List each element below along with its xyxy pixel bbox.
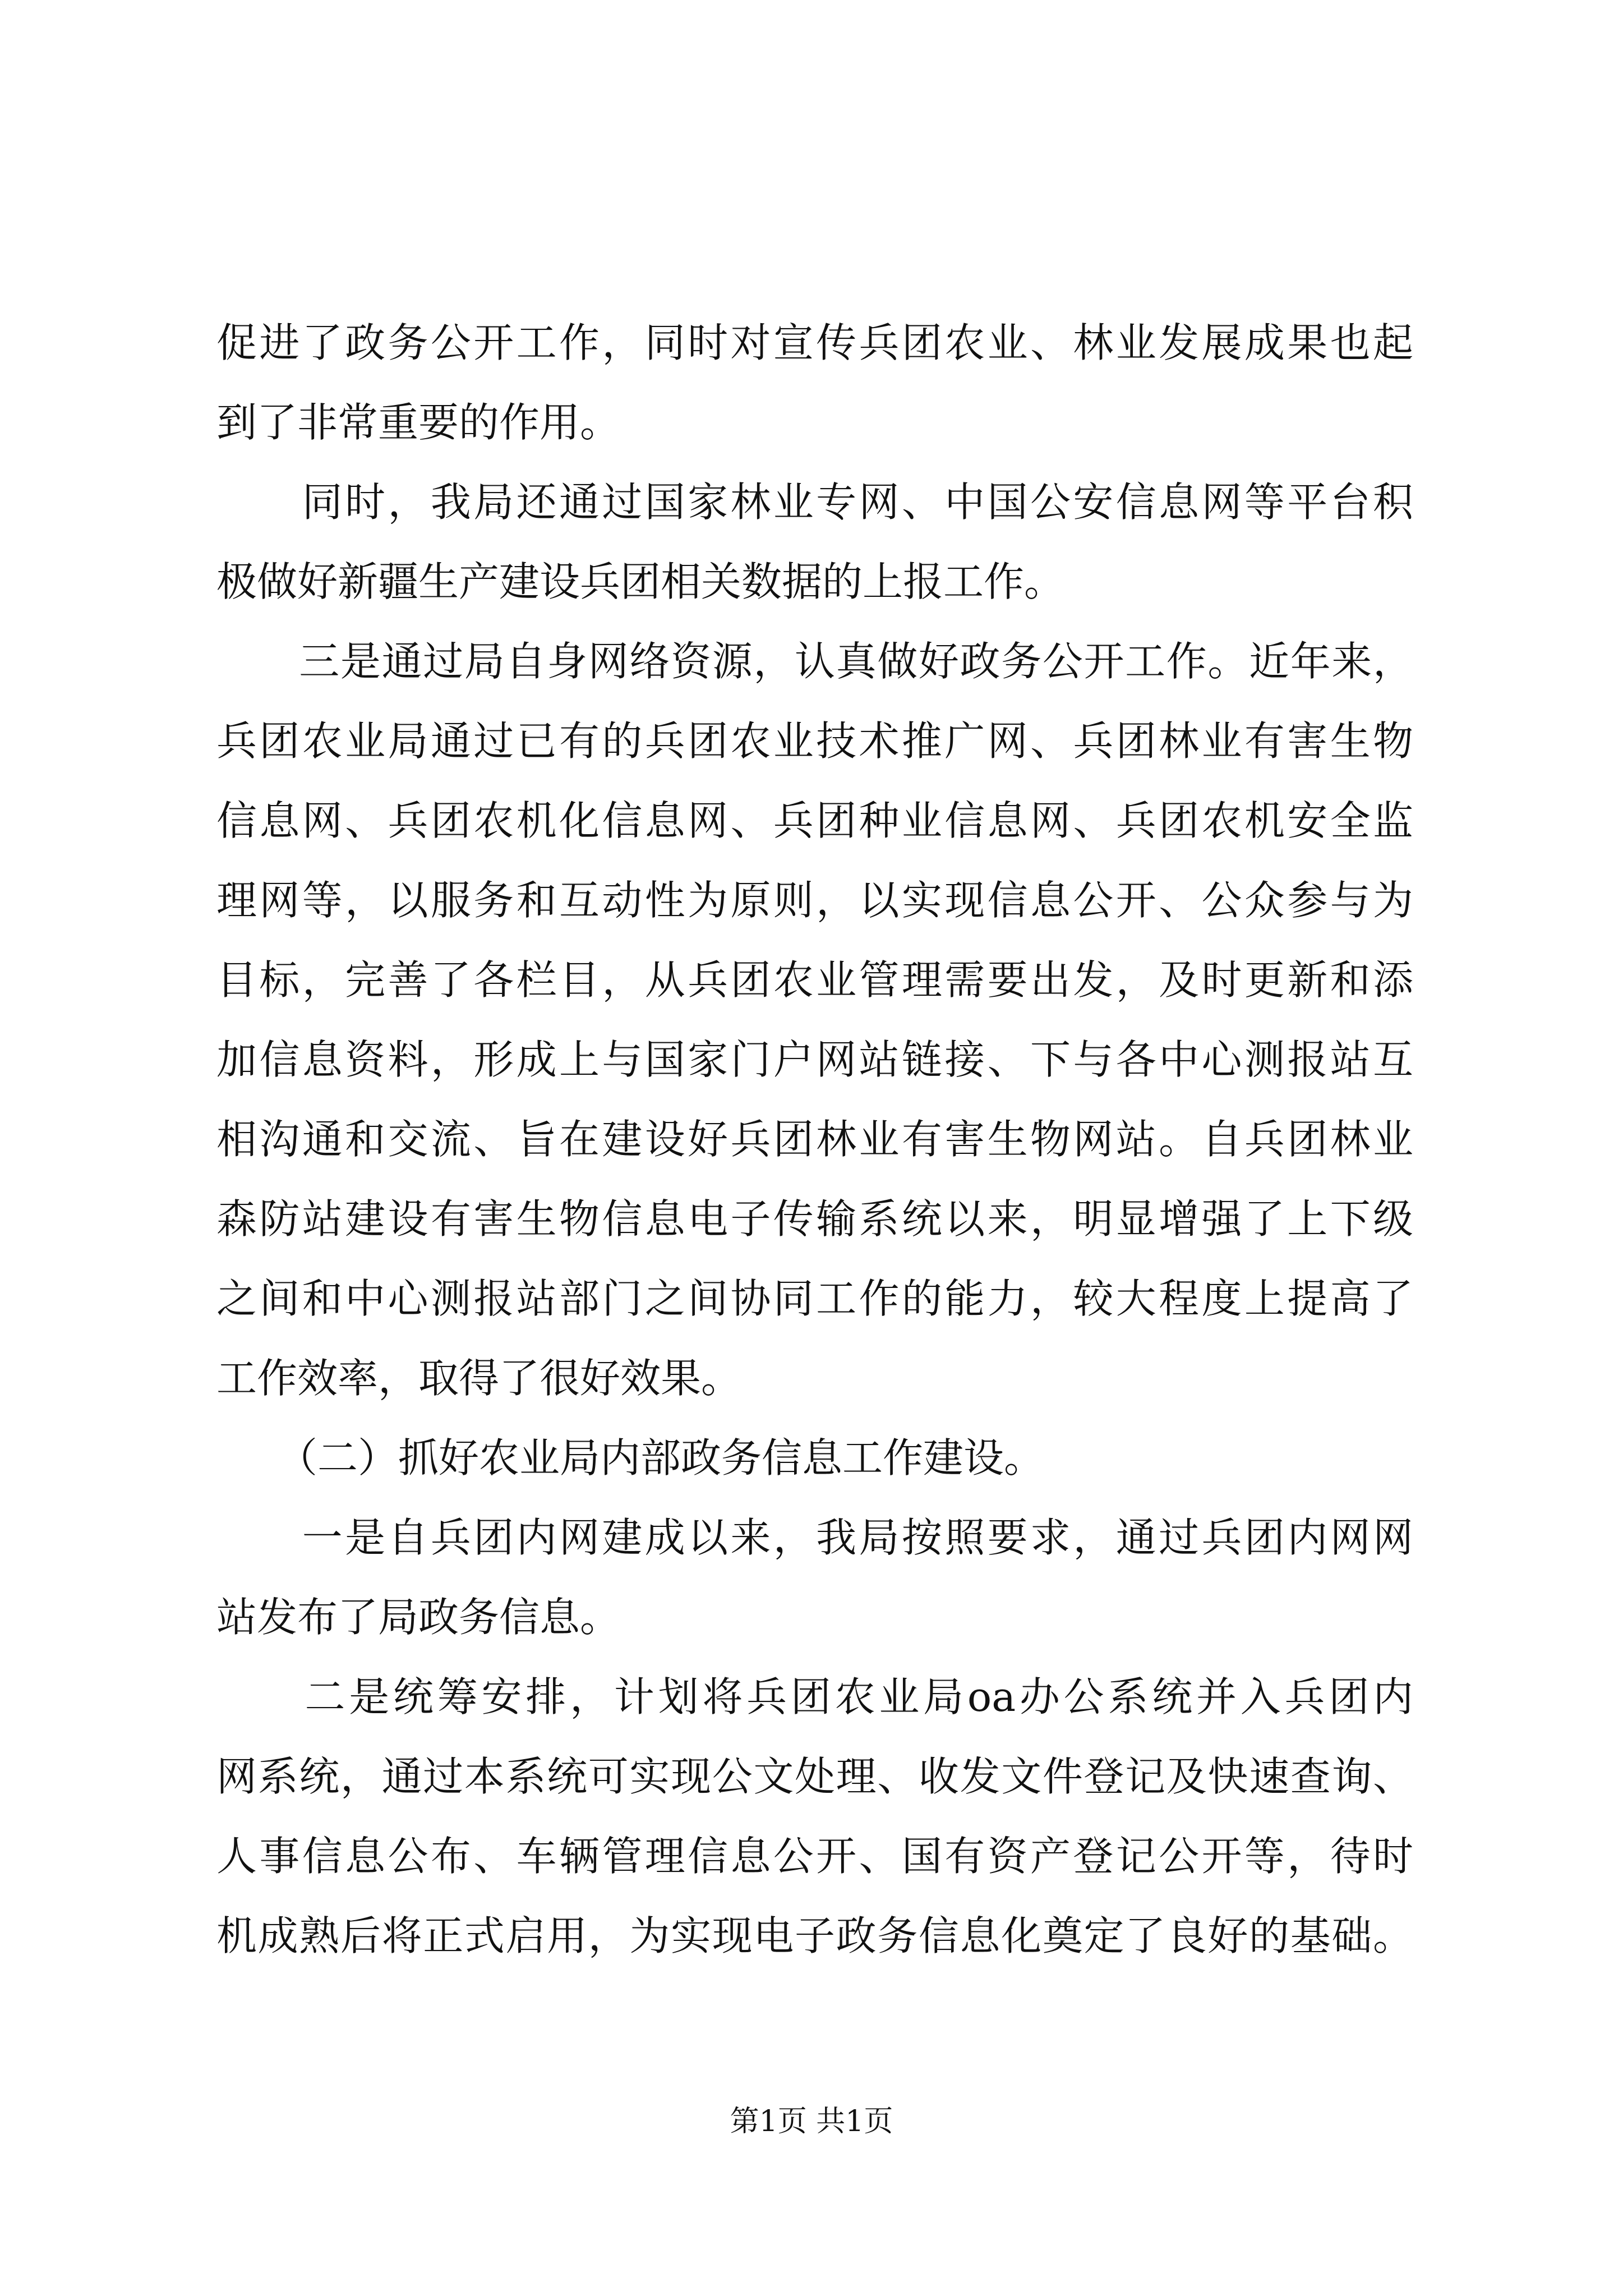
text-line: 工作效率，取得了很好效果。 [216, 1355, 742, 1402]
page-footer: 第1页 共1页 [730, 2105, 893, 2138]
text-line: 站发布了局政务信息。 [216, 1594, 621, 1641]
text-line: 目标，完善了各栏目，从兵团农业管理需要出发，及时更新和添 [216, 956, 1413, 1004]
text-line: 极做好新疆生产建设兵团相关数据的上报工作。 [216, 558, 1065, 605]
text-line: （二）抓好农业局内部政务信息工作建设。 [216, 1434, 1045, 1481]
text-line: 兵团农业局通过已有的兵团农业技术推广网、兵团林业有害生物 [216, 717, 1413, 765]
text-line: 信息网、兵团农机化信息网、兵团种业信息网、兵团农机安全监 [216, 797, 1413, 844]
text-line: 网系统，通过本系统可实现公文处理、收发文件登记及快速查询、 [216, 1753, 1413, 1800]
text-line: 之间和中心测报站部门之间协同工作的能力，较大程度上提高了 [216, 1275, 1413, 1322]
text-line: 森防站建设有害生物信息电子传输系统以来，明显增强了上下级 [216, 1195, 1413, 1243]
text-line: 三是通过局自身网络资源，认真做好政务公开工作。近年来， [216, 638, 1413, 685]
text-line: 理网等，以服务和互动性为原则，以实现信息公开、公众参与为 [216, 877, 1413, 924]
text-line: 同时，我局还通过国家林业专网、中国公安信息网等平台积 [216, 478, 1413, 526]
text-line: 加信息资料，形成上与国家门户网站链接、下与各中心测报站互 [216, 1036, 1413, 1083]
text-line: 促进了政务公开工作，同时对宣传兵团农业、林业发展成果也起 [216, 319, 1413, 366]
text-line: 人事信息公布、车辆管理信息公开、国有资产登记公开等，待时 [216, 1833, 1413, 1880]
document-body [216, 303, 1413, 1976]
text-line: 二是统筹安排，计划将兵团农业局oa办公系统并入兵团内 [216, 1673, 1413, 1720]
text-line: 机成熟后将正式启用，为实现电子政务信息化奠定了良好的基础。 [216, 1912, 1413, 1959]
text-line: 相沟通和交流、旨在建设好兵团林业有害生物网站。自兵团林业 [216, 1116, 1413, 1163]
text-line: 一是自兵团内网建成以来，我局按照要求，通过兵团内网网 [216, 1514, 1413, 1561]
text-line: 到了非常重要的作用。 [216, 399, 621, 446]
